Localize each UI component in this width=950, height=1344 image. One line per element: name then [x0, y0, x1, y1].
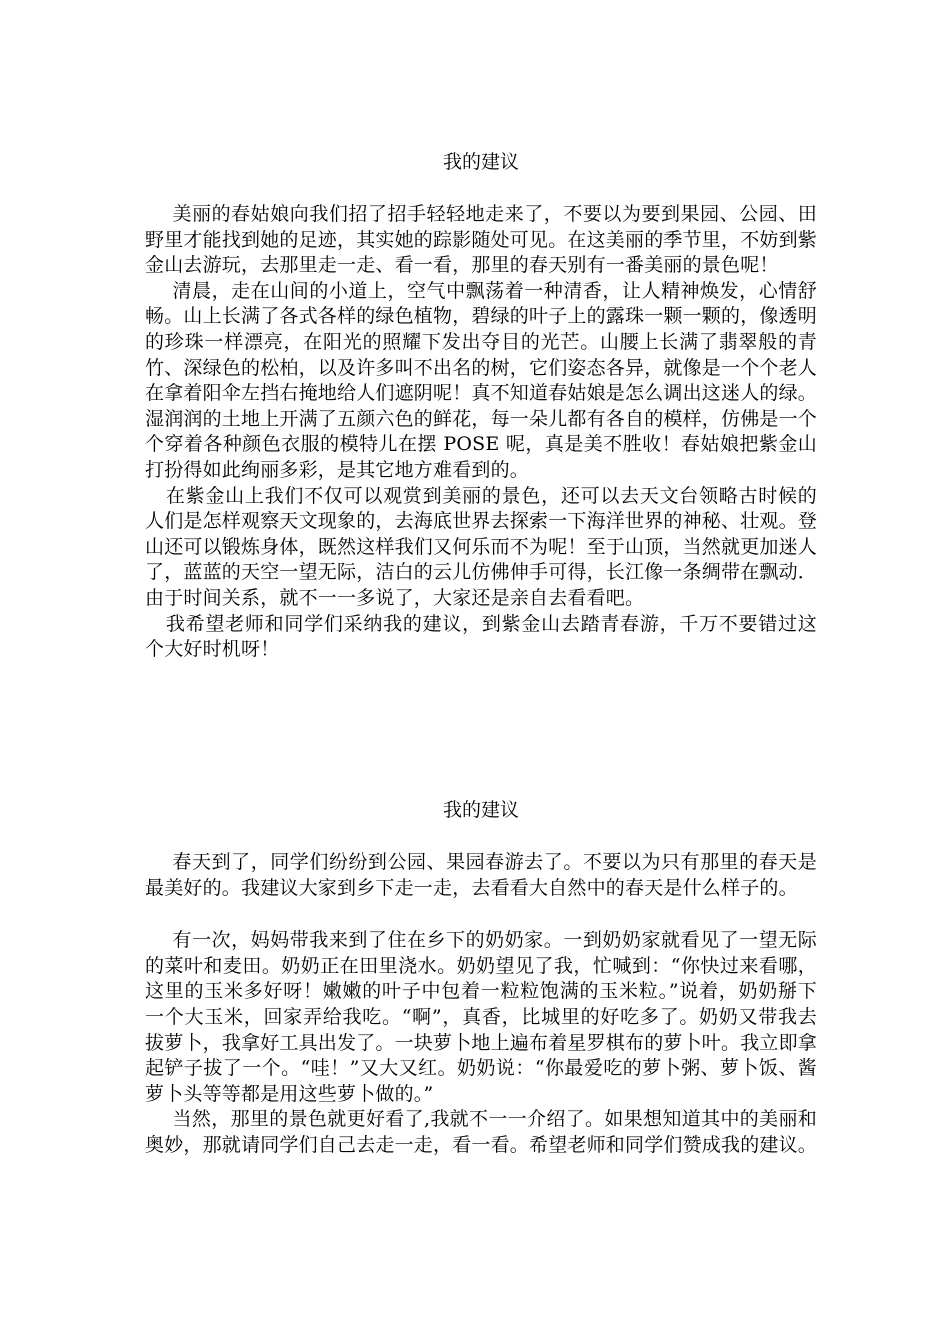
essay-2-paragraph-2: 有一次，妈妈带我来到了住在乡下的奶奶家。一到奶奶家就看见了一望无际的菜叶和麦田。奶奶正在田里浇水。奶奶望见了我，忙喊到：“你快过来看哪，这里的玉米多好呀！嫩嫩的叶子中包着一粒粒饱满的玉米粒。”说着，奶奶掰下一个大玉米，回家弄给我吃。“啊”，真香，比城里的好吃多了。奶奶又带我去拔萝卜，我拿好工具出发了。一块萝卜地上遍布着星罗棋布的萝卜叶。我立即拿起铲子拔了一个。“哇！”又大又红。奶奶说：“你最爱吃的萝卜粥、萝卜饭、酱萝卜头等等都是用这些萝卜做的。” — [145, 929, 818, 1105]
essay-1-title: 我的建议 — [442, 151, 519, 173]
essay-2 — [145, 796, 817, 1159]
essay-1-paragraph-3: 在紫金山上我们不仅可以观赏到美丽的景色，还可以去天文台领略古时候的人们是怎样观察天文现象的，去海底世界去探索一下海洋世界的神秘、壮观。登山还可以锻炼身体，既然这样我们又何乐而不为呢！至于山顶，当然就更加迷人了，蓝蓝的天空一望无际，洁白的云儿仿佛伸手可得，长江像一条绸带在飘动．由于时间关系，就不一一多说了，大家还是亲自去看看吧。 — [145, 484, 818, 609]
essay-1-paragraph-2: 清晨，走在山间的小道上，空气中飘荡着一种清香，让人精神焕发，心情舒畅。山上长满了各式各样的绿色植物，碧绿的叶子上的露珠一颗一颗的，像透明的珍珠一样漂亮，在阳光的照耀下发出夺目的光芒。山腰上长满了翡翠般的青竹、深绿色的松柏，以及许多叫不出名的树，它们姿态各异，就像是一个个老人在拿着阳伞左挡右掩地给人们遮阴呢！真不知道春姑娘是怎么调出这迷人的绿。湿润润的土地上开满了五颜六色的鲜花，每一朵儿都有各自的模样，仿佛是一个个穿着各种颜色衣服的模特儿在摆 POSE 呢，真是美不胜收！春姑娘把紫金山打扮得如此绚丽多彩，是其它地方难看到的。 — [145, 279, 818, 481]
essay-2-paragraph-1: 春天到了，同学们纷纷到公园、果园春游去了。不要以为只有那里的春天是最美好的。我建议大家到乡下走一走，去看看大自然中的春天是什么样子的。 — [145, 851, 817, 899]
essay-1-paragraph-1: 美丽的春姑娘向我们招了招手轻轻地走来了，不要以为要到果园、公园、田野里才能找到她的足迹，其实她的踪影随处可见。在这美丽的季节里，不妨到紫金山去游玩，去那里走一走、看一看，那里的春天别有一番美丽的景色呢！ — [145, 203, 818, 277]
essay-2-paragraph-3: 当然，那里的景色就更好看了,我就不一一介绍了。如果想知道其中的美丽和奥妙，那就请同学们自己去走一走，看一看。希望老师和同学们赞成我的建议。 — [145, 1108, 818, 1156]
essay-1-paragraph-4: 我希望老师和同学们采纳我的建议，到紫金山去踏青春游，千万不要错过这个大好时机呀！ — [145, 612, 817, 661]
essay-1 — [145, 148, 817, 663]
essay-2-title: 我的建议 — [442, 799, 519, 821]
